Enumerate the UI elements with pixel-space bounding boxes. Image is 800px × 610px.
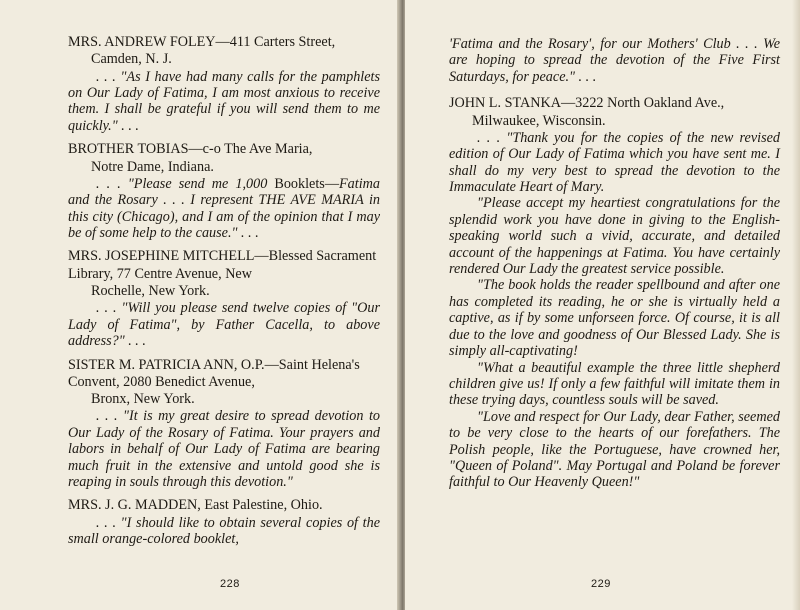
entry-name: MRS. JOSEPHINE MITCHELL—Blessed Sacrament Library, 77 Centre Avenue, New Rochelle, New York.: [68, 248, 377, 300]
entry-madden: [68, 497, 380, 547]
entry-quote: . . . "I should like to obtain several copies of the small orange-colored booklet,: [68, 514, 380, 548]
quote-paragraph: "The book holds the reader spellbound and after one has completed its reading, he or she is virtually held a captive, as if by some unforseen force. Of course, it is all due to the love and goodness of Our Blessed Lady. She is simply all-captivating!: [449, 277, 780, 360]
entry-tobias: [68, 141, 380, 241]
quote-paragraph: "Love and respect for Our Lady, dear Father, seemed to be very close to the hearts of our forefathers. The Polish people, like the Portuguese, have crowned her, "Queen of Poland". May Portugal and Poland be forever faithful to Our Heavenly Queen!": [449, 408, 780, 491]
quote-paragraph: . . . "Thank you for the copies of the new revised edition of Our Lady of Fatima which you have sent me. I shall do my very best to spread the devotion to the Immaculate Heart of Mary.: [449, 129, 780, 196]
entry-name: SISTER M. PATRICIA ANN, O.P.—Saint Helena's Convent, 2080 Benedict Avenue, Bronx, New York.: [68, 356, 360, 408]
entry-mitchell: [68, 248, 380, 349]
entry-name: BROTHER TOBIAS—c-o The Ave Maria, Notre Dame, Indiana.: [68, 141, 313, 175]
continued-quote: 'Fatima and the Rosary', for our Mothers' Club . . . We are hoping to spread the devotion of the Five First Saturdays, for peace." . . .: [449, 36, 780, 85]
page-edge: [792, 0, 800, 610]
entry-name: MRS. ANDREW FOLEY—411 Carters Street, Camden, N. J.: [68, 34, 336, 68]
page-number: 228: [220, 578, 240, 590]
left-page: [0, 0, 398, 610]
entry-quote: [449, 130, 780, 491]
page-number: 229: [591, 578, 611, 590]
quote-paragraph: "What a beautiful example the three little shepherd children give us! If only a few faithful will imitate them in these trying days, countless souls will be saved.: [449, 359, 780, 409]
right-page: [405, 0, 800, 610]
entry-quote: . . . "Will you please send twelve copies of "Our Lady of Fatima", by Father Cacella, to above address?" . . .: [68, 300, 380, 350]
entry-quote: . . . "As I have had many calls for the pamphlets on Our Lady of Fatima, I am most anxious to receive them. I shall be grateful if you will send them to me quickly." . . .: [68, 68, 380, 134]
entry-name: JOHN L. STANKA—3222 North Oakland Ave., Milwaukee, Wisconsin.: [449, 95, 725, 129]
entry-name: MRS. J. G. MADDEN, East Palestine, Ohio.: [68, 497, 323, 514]
quote-paragraph: "Please accept my heartiest congratulations for the splendid work you have done in giving to the English-speaking world such a vivid, accurate, and detailed account of the happenings at Fatima. You have certainly rendered Our Lady the greatest service possible.: [449, 195, 780, 278]
entry-stanka: [449, 95, 780, 491]
entry-quote: . . . "It is my great desire to spread devotion to Our Lady of the Rosary of Fatima. Your prayers and labors in behalf of Our Lady of Fatima are bearing much fruit in the extensive and untold good she is reaping in souls through this devotion.": [68, 408, 380, 491]
entry-foley: [68, 34, 380, 134]
entry-quote: . . . "Please send me 1,000 Booklets—Fatima and the Rosary . . . I represent THE AVE MARIA in this city (Chicago), and I am of the opinion that I may be of some help to the cause." . . .: [68, 175, 380, 242]
entry-patricia-ann: [68, 357, 380, 491]
